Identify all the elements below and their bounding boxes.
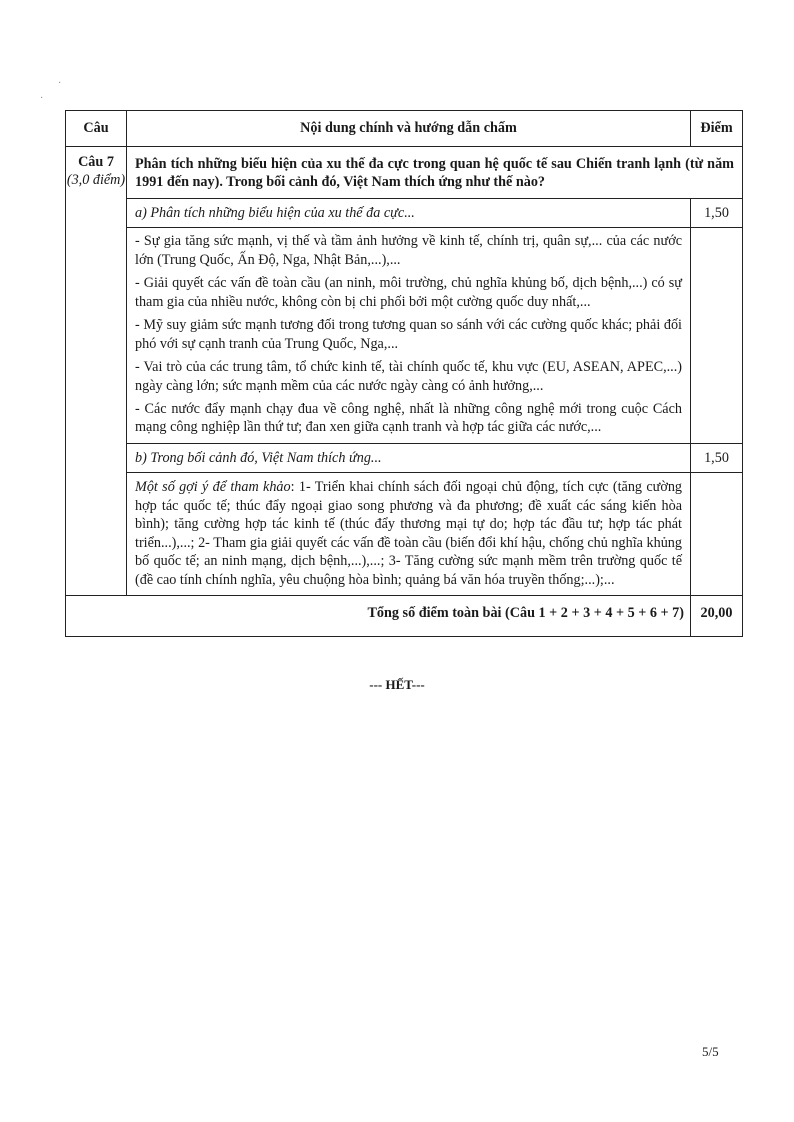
- list-item: - Giải quyết các vấn đề toàn cầu (an ninh, môi trường, chủ nghĩa khủng bố, dịch bệnh,...) có sự tham gia của nhiều nước, không còn bị chi phối bởi một cường quốc duy nhất,...: [135, 275, 682, 310]
- header-score: Điểm: [691, 111, 743, 147]
- scan-speck: ·: [58, 78, 62, 89]
- part-a-score-empty: [691, 228, 743, 444]
- part-b-title-row: [66, 443, 743, 472]
- question-text: Phân tích những biểu hiện của xu thế đa cực trong quan hệ quốc tế sau Chiến tranh lạnh (từ năm 1991 đến nay). Trong bối cảnh đó, Việt Nam thích ứng như thế nào?: [127, 147, 743, 199]
- header-question: Câu: [66, 111, 127, 147]
- list-item: - Các nước đẩy mạnh chạy đua về công nghệ, nhất là những công nghệ mới trong cuộc Cách mạng công nghiệp lần thứ tư; đan xen giữa cạnh tranh và hợp tác giữa các nước,...: [135, 400, 682, 436]
- suggestion-lead: Một số gợi ý để tham khảo: [135, 479, 291, 496]
- page-number: 5/5: [702, 1044, 719, 1059]
- question-row: [66, 147, 743, 199]
- part-a-score: 1,50: [691, 198, 743, 227]
- question-number: Câu 7: [78, 154, 114, 170]
- suggestion-text: : 1- Triển khai chính sách đối ngoại chủ động, tích cực (tăng cường hợp tác quốc tế; thúc đẩy ngoại giao song phương và đa phương; đề xuất các sáng kiến hòa bình); tăng cường hợp tác kinh tế (thúc đẩy thương mại tự do; hợp tác đầu tư; hợp tác phát triển...),...; 2- Tham gia giải quyết các vấn đề toàn cầu (biến đổi khí hậu, chống chủ nghĩa khủng bố quốc tế; an ninh mạng, dịch bệnh,...),...; 3- Tăng cường sức mạnh mềm trên trường quốc tế (đề cao tính chính nghĩa, yêu chuộng hòa bình; quảng bá văn hóa truyền thống;...);...: [135, 479, 683, 588]
- total-row: [66, 596, 743, 637]
- part-a-title: a) Phân tích những biểu hiện của xu thế đa cực...: [127, 198, 691, 227]
- part-b-score: 1,50: [691, 443, 743, 472]
- list-item: - Vai trò của các trung tâm, tổ chức kinh tế, tài chính quốc tế, khu vực (EU, ASEAN, APEC,...) ngày càng lớn; sức mạnh mềm của các nước ngày càng có ảnh hưởng,...: [135, 359, 682, 394]
- total-label: Tổng số điểm toàn bài (Câu 1 + 2 + 3 + 4 + 5 + 6 + 7): [66, 596, 691, 637]
- part-b-score-empty: [691, 473, 743, 596]
- part-b-content-row: [66, 473, 743, 596]
- part-a-title-row: [66, 198, 743, 227]
- part-b-content: [127, 473, 691, 596]
- end-mark: --- HẾT---: [369, 677, 425, 692]
- list-item: - Sự gia tăng sức mạnh, vị thế và tầm ảnh hưởng về kinh tế, chính trị, quân sự,... của các nước lớn (Trung Quốc, Ấn Độ, Nga, Nhật Bản,...),...: [135, 233, 682, 268]
- part-a-content: [127, 228, 691, 444]
- list-item: - Mỹ suy giảm sức mạnh tương đối trong tương quan so sánh với các cường quốc khác; phải đối phó với sự cạnh tranh của Trung Quốc, Nga,...: [135, 317, 682, 352]
- total-value: 20,00: [691, 596, 743, 637]
- header-content: Nội dung chính và hướng dẫn chấm: [127, 111, 691, 147]
- question-number-cell: [66, 147, 127, 596]
- grading-table: [65, 110, 743, 637]
- scan-speck: ·: [40, 93, 44, 104]
- table-header-row: [66, 111, 743, 147]
- part-a-content-row: [66, 228, 743, 444]
- part-b-title: b) Trong bối cảnh đó, Việt Nam thích ứng...: [127, 443, 691, 472]
- question-points: (3,0 điểm): [66, 172, 126, 189]
